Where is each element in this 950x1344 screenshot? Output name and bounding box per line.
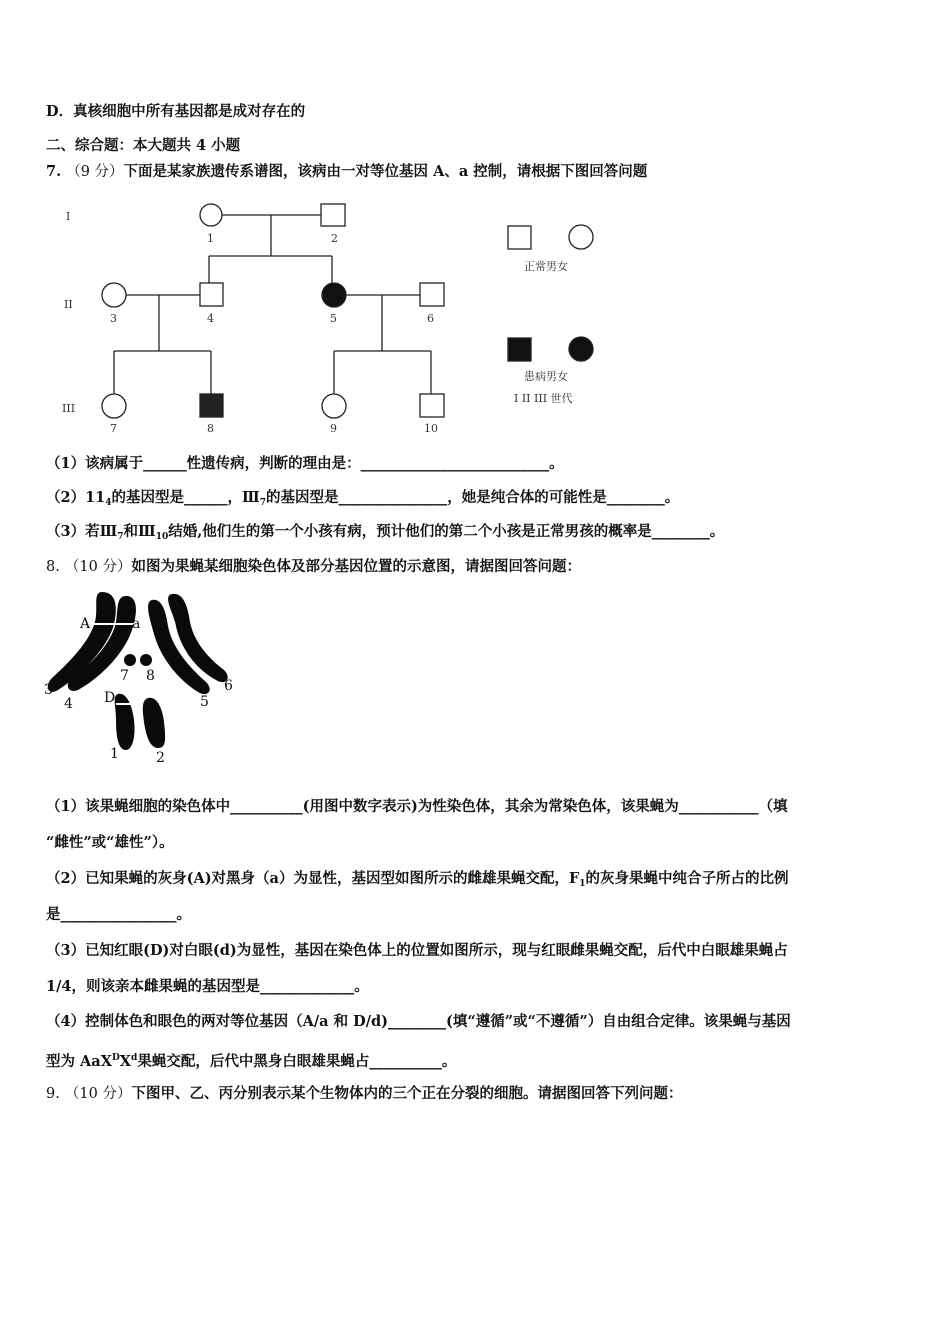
q9-stem-text: 下图甲、乙、丙分别表示某个生物体内的三个正在分裂的细胞。请据图回答下列问题： — [131, 1085, 683, 1102]
chromosome-7 — [124, 654, 136, 666]
q8-sub1-line1: （1）该果蝇细胞的染色体中__________(用图中数字表示)为性染色体，其余为常染色体，该果蝇为___________（填 — [46, 798, 788, 815]
legend-normal-male — [508, 226, 531, 249]
label-chr-4: 4 — [64, 696, 73, 712]
label-chr-1: 1 — [110, 746, 119, 762]
legend-generation-label: I II III 世代 — [514, 392, 573, 405]
q8-sub2-line1 — [46, 869, 789, 894]
label-3: 3 — [110, 312, 117, 325]
chromosome-8 — [140, 654, 152, 666]
q7-stem-text: 下面是某家族遗传系谱图，该病由一对等位基因 A、a 控制，请根据下图回答问题 — [123, 163, 648, 180]
q7-sub2-part: （2）11 — [46, 489, 106, 506]
label-7: 7 — [110, 422, 117, 435]
label-chr-6: 6 — [224, 678, 233, 694]
label-5: 5 — [330, 312, 337, 325]
q8-sub1-line2: “雌性”或“雄性”）。 — [46, 834, 174, 851]
q8-sub3-line2: 1/4，则该亲本雌果蝇的基因型是_____________。 — [46, 978, 369, 995]
q8-sub4-line1: （4）控制体色和眼色的两对等位基因（A/a 和 D/d)________(填“遵循”或“不遵循”）自由组合定律。该果蝇与基因 — [46, 1013, 791, 1030]
q8-sub2-line2: 是________________。 — [46, 906, 191, 923]
label-chr-5: 5 — [200, 694, 209, 710]
q8-stem-text: 如图为果蝇某细胞染色体及部分基因位置的示意图，请据图回答问题： — [131, 558, 581, 575]
q7-score: （9 分） — [66, 164, 124, 180]
individual-7-female-normal — [102, 394, 126, 418]
q8-sub4-part: 型为 AaX — [46, 1053, 112, 1070]
q7-sub2-part: 的基因型是_______________，她是纯合体的可能性是________。 — [265, 489, 680, 506]
individual-6-male-normal — [420, 283, 444, 306]
option-d: D．真核细胞中所有基因都是成对存在的 — [46, 103, 306, 120]
q7-sub2-sub: 4 — [105, 498, 112, 508]
individual-2-male-normal — [321, 204, 345, 226]
q9-stem — [46, 1084, 682, 1104]
legend-normal-female — [569, 225, 593, 249]
legend-normal-label: 正常男女 — [524, 260, 568, 273]
q7-sub3-part: 结婚,他们生的第一个小孩有病，预计他们的第二个小孩是正常男孩的概率是________。 — [168, 523, 725, 540]
q8-sub2-part: 的灰身果蝇中纯合子所占的比例 — [585, 870, 789, 887]
q8-sub4-sup: D — [111, 1053, 120, 1063]
q7-sub3-part: 和Ⅲ — [123, 523, 156, 540]
label-chr-3: 3 — [44, 682, 53, 698]
individual-3-female-normal — [102, 283, 126, 307]
label-8: 8 — [207, 422, 214, 435]
q8-stem — [46, 557, 581, 577]
label-gene-A: A — [80, 616, 91, 632]
label-10: 10 — [424, 422, 438, 435]
label-chr-8: 8 — [146, 668, 155, 684]
individual-10-male-normal — [420, 394, 444, 417]
q7-sub2-part: 的基因型是______，Ⅲ — [111, 489, 260, 506]
individual-4-male-normal — [200, 283, 223, 306]
q8-number: 8. — [46, 559, 60, 575]
chromosome-2 — [143, 698, 165, 748]
individual-8-male-affected — [200, 394, 223, 417]
pedigree-chart — [56, 194, 616, 442]
chromosome-figure — [40, 586, 240, 770]
q8-sub4-sup: d — [131, 1053, 138, 1063]
q8-score: （10 分） — [64, 559, 132, 575]
legend-affected-label: 患病男女 — [524, 370, 568, 383]
individual-5-female-affected — [322, 283, 346, 307]
label-gene-D: D — [104, 690, 116, 706]
q8-sub4-part: X — [119, 1053, 132, 1070]
chromosome-1 — [115, 694, 135, 750]
label-4: 4 — [207, 312, 214, 325]
q7-sub3 — [46, 522, 724, 547]
gen-label-ii: II — [64, 298, 73, 311]
individual-1-female-normal — [200, 204, 222, 226]
label-gene-a: a — [132, 616, 141, 632]
label-9: 9 — [330, 422, 337, 435]
section-title: 二、综合题：本大题共 4 小题 — [46, 137, 241, 154]
label-2: 2 — [331, 232, 338, 245]
label-chr-2: 2 — [156, 750, 165, 766]
q8-sub4-part: 果蝇交配，后代中黑身白眼雄果蝇占__________。 — [137, 1053, 457, 1070]
gen-label-iii: III — [62, 402, 76, 415]
legend-affected-female — [569, 337, 593, 361]
label-6: 6 — [427, 312, 434, 325]
q8-sub4-line2 — [46, 1048, 456, 1072]
q7-sub3-part: （3）若Ⅲ — [46, 523, 118, 540]
individual-9-female-normal — [322, 394, 346, 418]
q7-sub3-sub: 7 — [117, 532, 124, 542]
q7-sub2 — [46, 488, 679, 513]
q9-score: （10 分） — [64, 1086, 132, 1102]
gen-label-i: I — [66, 210, 71, 223]
q7-sub2-sub: 7 — [259, 498, 266, 508]
q8-sub2-sub: 1 — [579, 879, 586, 889]
q8-sub3-line1: （3）已知红眼(D)对白眼(d)为显性，基因在染色体上的位置如图所示，现与红眼雌果蝇交配，后代中白眼雄果蝇占 — [46, 942, 788, 959]
q7-stem — [46, 162, 647, 182]
label-1: 1 — [207, 232, 214, 245]
legend-affected-male — [508, 338, 531, 361]
label-chr-7: 7 — [120, 668, 129, 684]
q9-number: 9. — [46, 1086, 60, 1102]
q8-sub2-part: （2）已知果蝇的灰身(A)对黑身（a）为显性，基因型如图所示的雌雄果蝇交配，F — [46, 870, 580, 887]
q7-sub1: （1）该病属于______性遗传病，判断的理由是：__________________________。 — [46, 455, 564, 472]
q7-number: 7. — [46, 163, 62, 180]
q7-sub3-sub: 10 — [155, 532, 169, 542]
